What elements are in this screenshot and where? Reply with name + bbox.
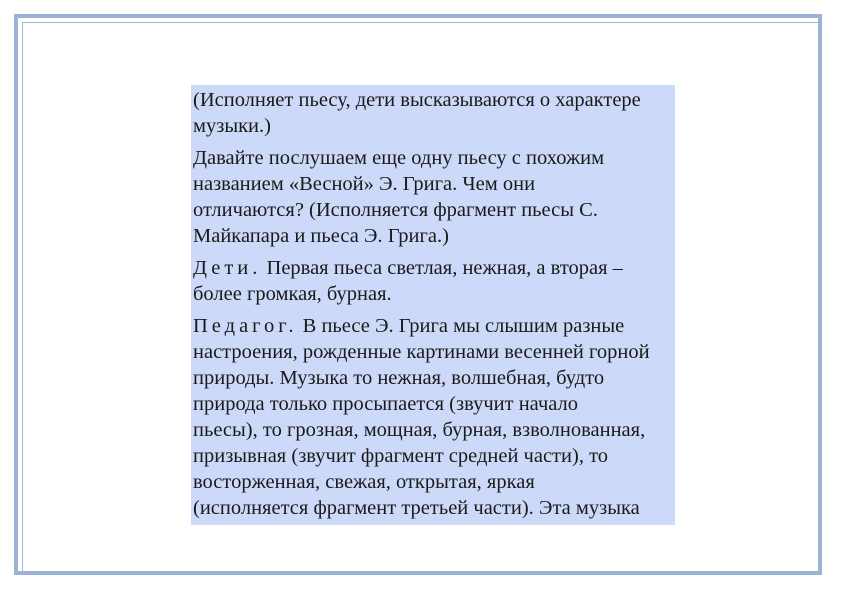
speaker-label: Дети.	[193, 257, 262, 279]
speaker-label: Педагог.	[193, 315, 298, 337]
paragraph-children-answer	[193, 255, 675, 307]
paragraph-teacher-question	[193, 145, 675, 249]
paragraph-text: В пьесе Э. Грига мы слышим разные настроения, рожденные картинами весенней горной природы. Музыка то нежная, волшебная, будто природа только просыпается (звучит начало пьесы), то грозная, мощная, бурная, взволнованная, призывная (звучит фрагмент средней части), то восторженная, свежая, открытая, яркая (исполняется фрагмент третьей части). Эта музыка	[193, 315, 650, 519]
text-box	[191, 85, 675, 525]
paragraph-stage-direction	[193, 87, 675, 139]
paragraph-text: Первая пьеса светлая, нежная, а вторая – более громкая, бурная.	[193, 257, 623, 305]
paragraph-text: Давайте послушаем еще одну пьесу с похожим названием «Весной» Э. Грига. Чем они отличаются? (Исполняется фрагмент пьесы С. Майкапара и пьеса Э. Грига.)	[193, 147, 605, 247]
paragraph-teacher-explanation	[193, 313, 675, 521]
paragraph-text: (Исполняет пьесу, дети высказываются о характере музыки.)	[193, 89, 641, 137]
